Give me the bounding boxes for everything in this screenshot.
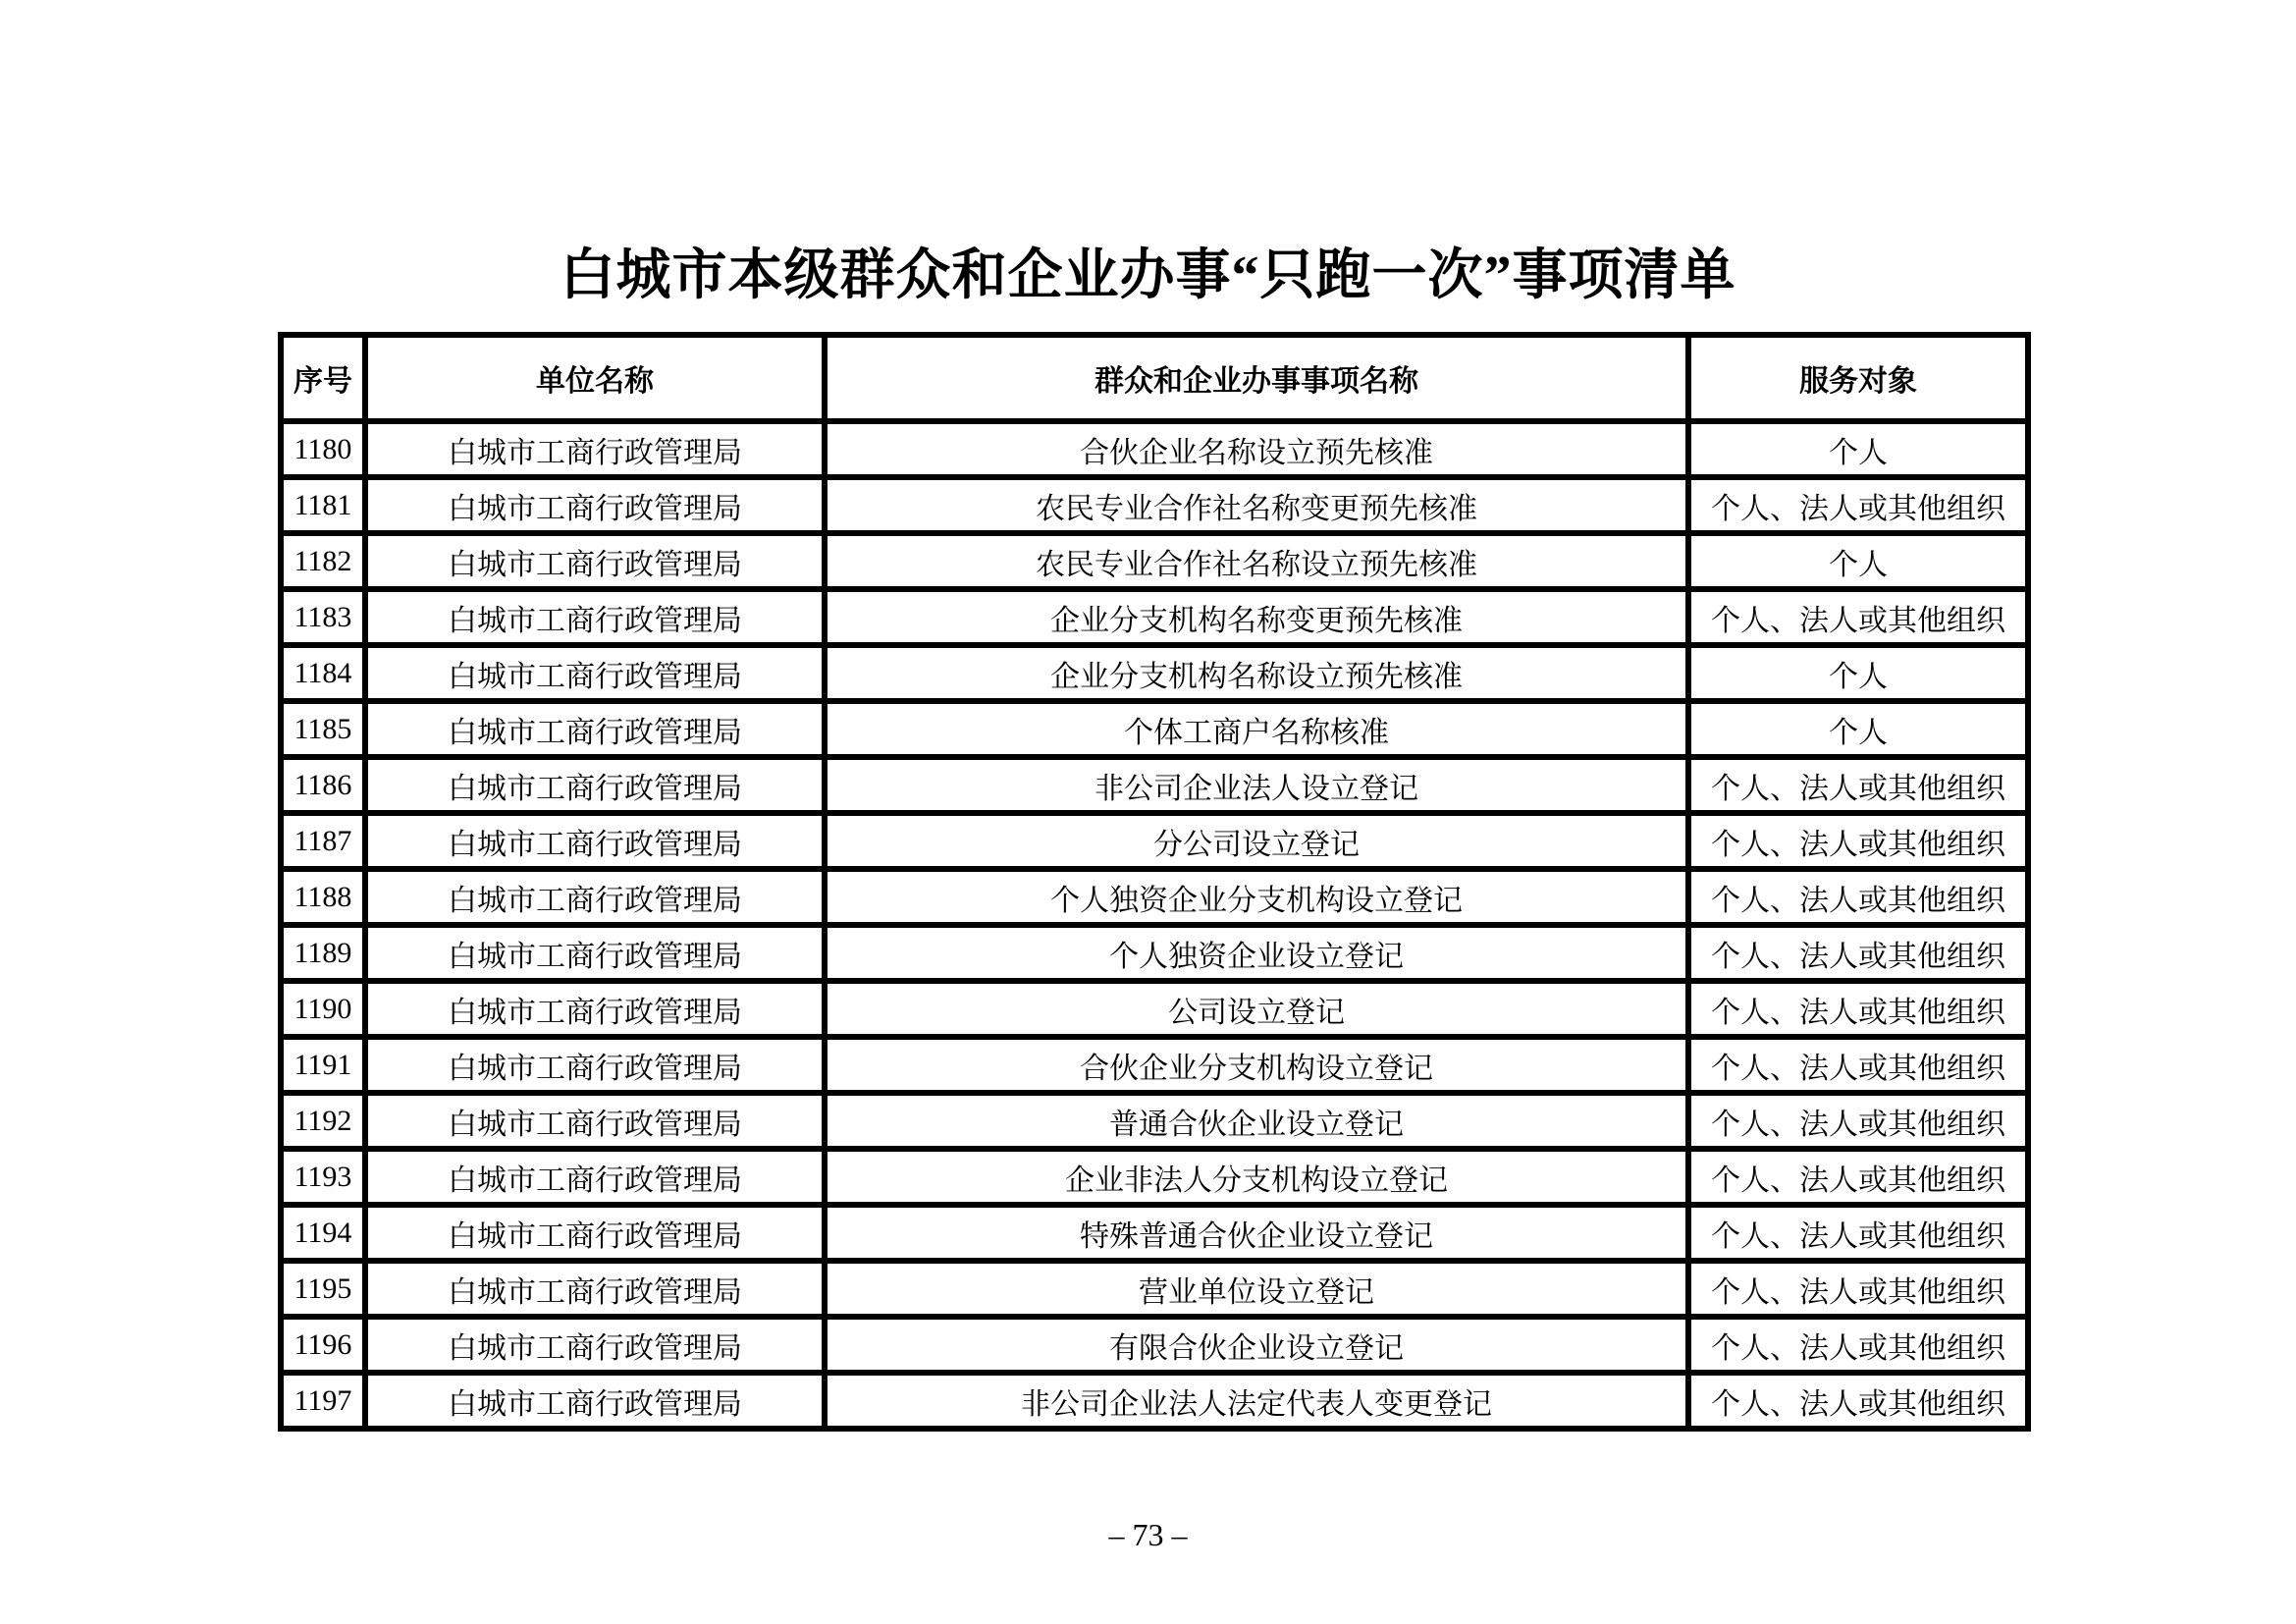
table-row [281,645,2028,701]
row-number-cell: 1192 [281,1093,365,1149]
service-target-cell: 个人、法人或其他组织 [1688,1093,2028,1149]
unit-name-cell: 白城市工商行政管理局 [365,1037,825,1093]
service-target-cell: 个人、法人或其他组织 [1688,813,2028,869]
service-target-cell: 个人、法人或其他组织 [1688,477,2028,533]
page-number: – 73 – [1108,1517,1188,1552]
item-name-cell: 特殊普通合伙企业设立登记 [825,1205,1688,1261]
row-number-cell: 1196 [281,1317,365,1373]
item-name-cell: 农民专业合作社名称变更预先核准 [825,477,1688,533]
item-name-cell: 非公司企业法人设立登记 [825,757,1688,813]
service-target-cell: 个人、法人或其他组织 [1688,589,2028,645]
table-header-row [281,335,2028,421]
row-number-cell: 1185 [281,701,365,757]
row-number-cell: 1194 [281,1205,365,1261]
item-name-cell: 非公司企业法人法定代表人变更登记 [825,1373,1688,1429]
unit-name-cell: 白城市工商行政管理局 [365,421,825,477]
header-seq-number: 序号 [281,335,365,421]
service-target-cell: 个人、法人或其他组织 [1688,1149,2028,1205]
table-row [281,925,2028,981]
item-name-cell: 企业非法人分支机构设立登记 [825,1149,1688,1205]
service-target-cell: 个人、法人或其他组织 [1688,869,2028,925]
unit-name-cell: 白城市工商行政管理局 [365,701,825,757]
service-target-cell: 个人 [1688,421,2028,477]
row-number-cell: 1182 [281,533,365,589]
service-target-cell: 个人 [1688,701,2028,757]
unit-name-cell: 白城市工商行政管理局 [365,1205,825,1261]
item-name-cell: 农民专业合作社名称设立预先核准 [825,533,1688,589]
row-number-cell: 1188 [281,869,365,925]
table-row [281,1149,2028,1205]
table-row [281,477,2028,533]
item-name-cell: 个人独资企业设立登记 [825,925,1688,981]
service-target-cell: 个人、法人或其他组织 [1688,1037,2028,1093]
table-row [281,1037,2028,1093]
row-number-cell: 1197 [281,1373,365,1429]
unit-name-cell: 白城市工商行政管理局 [365,589,825,645]
table-row [281,421,2028,477]
service-target-cell: 个人、法人或其他组织 [1688,1261,2028,1317]
header-unit-name: 单位名称 [365,335,825,421]
item-name-cell: 企业分支机构名称设立预先核准 [825,645,1688,701]
header-item-name: 群众和企业办事事项名称 [825,335,1688,421]
row-number-cell: 1187 [281,813,365,869]
service-target-cell: 个人、法人或其他组织 [1688,925,2028,981]
table-row [281,1093,2028,1149]
table-row [281,1261,2028,1317]
item-name-cell: 公司设立登记 [825,981,1688,1037]
unit-name-cell: 白城市工商行政管理局 [365,869,825,925]
unit-name-cell: 白城市工商行政管理局 [365,645,825,701]
unit-name-cell: 白城市工商行政管理局 [365,477,825,533]
table-body [281,421,2028,1429]
table-row [281,869,2028,925]
row-number-cell: 1193 [281,1149,365,1205]
unit-name-cell: 白城市工商行政管理局 [365,533,825,589]
table-row [281,1205,2028,1261]
table-row [281,981,2028,1037]
service-target-cell: 个人、法人或其他组织 [1688,757,2028,813]
row-number-cell: 1183 [281,589,365,645]
row-number-cell: 1184 [281,645,365,701]
item-name-cell: 合伙企业分支机构设立登记 [825,1037,1688,1093]
item-name-cell: 有限合伙企业设立登记 [825,1317,1688,1373]
row-number-cell: 1189 [281,925,365,981]
unit-name-cell: 白城市工商行政管理局 [365,1093,825,1149]
row-number-cell: 1191 [281,1037,365,1093]
row-number-cell: 1195 [281,1261,365,1317]
service-target-cell: 个人、法人或其他组织 [1688,1373,2028,1429]
unit-name-cell: 白城市工商行政管理局 [365,1261,825,1317]
service-target-cell: 个人 [1688,533,2028,589]
unit-name-cell: 白城市工商行政管理局 [365,925,825,981]
table-row [281,1373,2028,1429]
table-row [281,757,2028,813]
item-name-cell: 分公司设立登记 [825,813,1688,869]
unit-name-cell: 白城市工商行政管理局 [365,981,825,1037]
item-name-cell: 企业分支机构名称变更预先核准 [825,589,1688,645]
unit-name-cell: 白城市工商行政管理局 [365,813,825,869]
service-target-cell: 个人 [1688,645,2028,701]
header-service-target: 服务对象 [1688,335,2028,421]
unit-name-cell: 白城市工商行政管理局 [365,1317,825,1373]
unit-name-cell: 白城市工商行政管理局 [365,1149,825,1205]
item-name-cell: 营业单位设立登记 [825,1261,1688,1317]
table-row [281,533,2028,589]
row-number-cell: 1181 [281,477,365,533]
page-title: 白城市本级群众和企业办事“只跑一次”事项清单 [560,245,1736,306]
unit-name-cell: 白城市工商行政管理局 [365,757,825,813]
table-row [281,1317,2028,1373]
item-name-cell: 个体工商户名称核准 [825,701,1688,757]
table-row [281,813,2028,869]
item-name-cell: 个人独资企业分支机构设立登记 [825,869,1688,925]
item-name-cell: 普通合伙企业设立登记 [825,1093,1688,1149]
row-number-cell: 1190 [281,981,365,1037]
items-table [278,332,2031,1432]
service-target-cell: 个人、法人或其他组织 [1688,981,2028,1037]
service-target-cell: 个人、法人或其他组织 [1688,1317,2028,1373]
unit-name-cell: 白城市工商行政管理局 [365,1373,825,1429]
service-target-cell: 个人、法人或其他组织 [1688,1205,2028,1261]
table-row [281,589,2028,645]
row-number-cell: 1186 [281,757,365,813]
table-row [281,701,2028,757]
row-number-cell: 1180 [281,421,365,477]
item-name-cell: 合伙企业名称设立预先核准 [825,421,1688,477]
